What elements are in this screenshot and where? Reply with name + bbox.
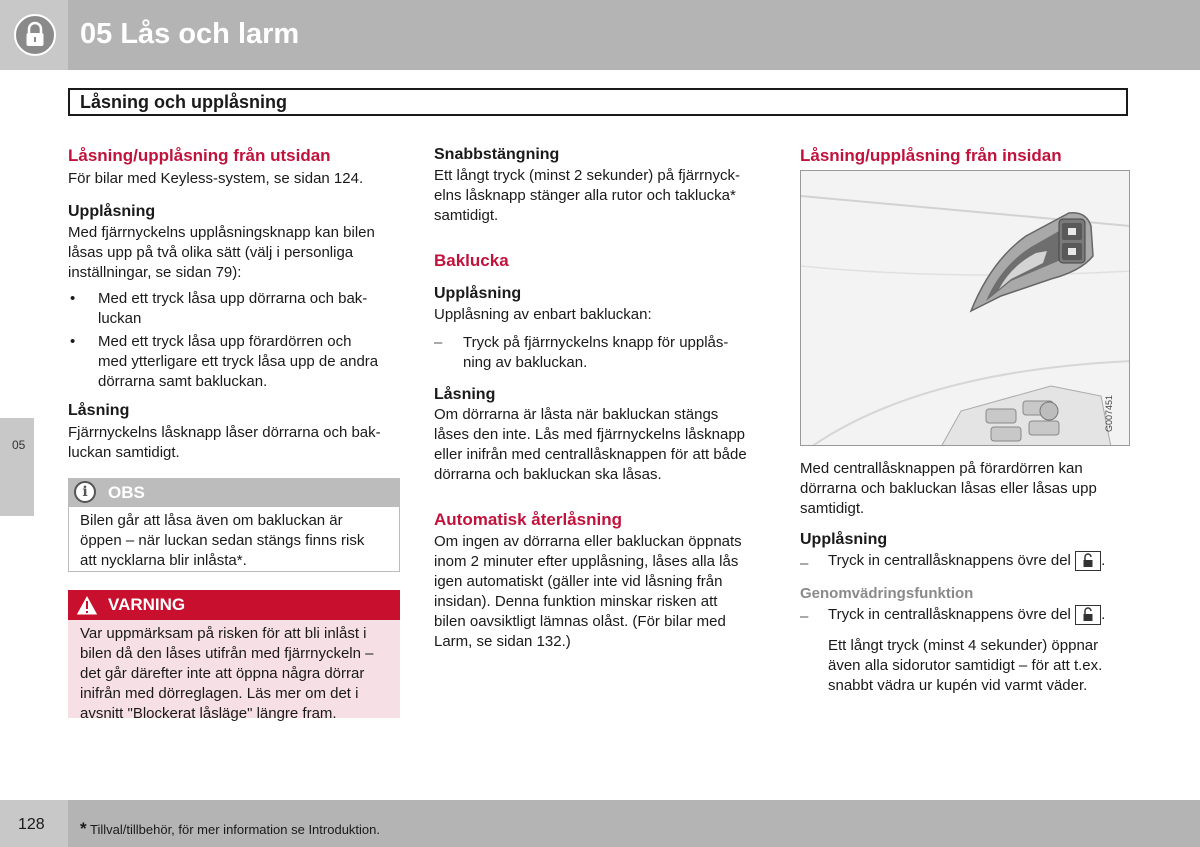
inside-unlock-heading: Upplåsning	[800, 531, 888, 548]
footnote: * Tillval/tillbehör, för mer information se Introduktion.	[80, 819, 380, 838]
dash-marker: –	[434, 334, 443, 351]
heading-inside: Låsning/upplåsning från insidan	[800, 146, 1062, 165]
inside-caption: Med centrallåsknappen på förardörren kan dörrarna och bakluckan låsas eller låsas upp samtidigt.	[800, 460, 1097, 517]
obs-text: Bilen går att låsa även om bakluckan är öppen – när luckan sedan stängs finns risk att nycklarna blir inlåsta*.	[80, 512, 365, 569]
heading-outside: Låsning/upplåsning från utsidan	[68, 146, 331, 165]
page-number: 128	[18, 816, 45, 833]
tailgate-dash-text: Tryck på fjärrnyckelns knapp för upplås- ning av bakluckan.	[463, 334, 729, 371]
tailgate-lock-heading: Låsning	[434, 386, 496, 403]
unlock-text: Med fjärrnyckelns upplåsningsknapp kan bilen låsas upp på två olika sätt (välj i personliga inställningar, se sidan 79):	[68, 224, 375, 281]
side-chapter-tab	[0, 418, 34, 516]
intro-text: För bilar med Keyless-system, se sidan 124.	[68, 170, 364, 187]
ventilation-detail: Ett långt tryck (minst 4 sekunder) öppnar även alla sidorutor samtidigt – för att t.ex. snabbt vädra ur kupén vid varmt väder.	[828, 637, 1103, 694]
lock-heading: Låsning	[68, 402, 130, 419]
ventilation-heading: Genomvädringsfunktion	[800, 585, 974, 602]
inside-unlock-text: Tryck in centrallåsknappens övre del .	[828, 551, 1105, 571]
warning-triangle-icon	[74, 593, 100, 622]
obs-title: OBS	[108, 483, 145, 502]
door-illustration	[800, 170, 1130, 446]
lock-text: Fjärrnyckelns låsknapp låser dörrarna och bak- luckan samtidigt.	[68, 424, 381, 461]
chapter-title: 05 Lås och larm	[80, 18, 300, 50]
dash-marker: –	[800, 608, 809, 625]
warning-title: VARNING	[108, 595, 186, 614]
dash-marker: –	[800, 555, 809, 572]
quick-close-text: Ett långt tryck (minst 2 sekunder) på fjärrnyck- elns låsknapp stänger alla rutor och taklucka* samtidigt.	[434, 167, 740, 224]
unlock-heading: Upplåsning	[68, 203, 156, 220]
ventilation-text: Tryck in centrallåsknappens övre del .	[828, 605, 1105, 625]
quick-close-heading: Snabbstängning	[434, 146, 560, 163]
lock-icon	[14, 14, 56, 56]
bullet-dot: •	[70, 290, 76, 307]
unlock-button-icon	[1075, 551, 1101, 571]
tailgate-lock-text: Om dörrarna är låsta när bakluckan stängs låses den inte. Lås med fjärrnyckelns låsknapp eller inifrån med centrallåsknappen för att både dörrarna och bakluckan ska låsas.	[434, 406, 747, 483]
tailgate-heading: Baklucka	[434, 251, 509, 270]
unlock-button-icon	[1075, 605, 1101, 625]
tailgate-unlock-text: Upplåsning av enbart bakluckan:	[434, 306, 652, 323]
section-title: Låsning och upplåsning	[80, 92, 287, 112]
info-icon: i	[74, 481, 96, 503]
bullet-item: Med ett tryck låsa upp dörrarna och bak- luckan	[98, 290, 368, 327]
auto-relock-text: Om ingen av dörrarna eller bakluckan öppnats inom 2 minuter efter upplåsning, låses alla lås igen automatiskt (gäller inte vid låsning från insidan). Denna funktion minskar risken att bilen oavsiktligt lämnas olåst. (För bilar med Larm, se sidan 132.)	[434, 533, 742, 650]
auto-relock-heading: Automatisk återlåsning	[434, 510, 622, 529]
footnote-star: *	[80, 819, 87, 838]
warning-text: Var uppmärksam på risken för att bli inlåst i bilen då den låses utifrån med fjärrnyckeln – det går därefter inte att öppna några dörrar inifrån med dörreglagen. Läs mer om det i avsnitt "Blockerat låsläge" längre fram.	[80, 625, 374, 722]
tailgate-unlock-heading: Upplåsning	[434, 285, 522, 302]
bullet-item: Med ett tryck låsa upp förardörren och med ytterligare ett tryck låsa upp de andra dörrarna samt bakluckan.	[98, 333, 379, 390]
bullet-dot: •	[70, 333, 76, 350]
side-chapter-label: 05	[12, 438, 26, 452]
image-code: G007451	[1104, 394, 1114, 432]
